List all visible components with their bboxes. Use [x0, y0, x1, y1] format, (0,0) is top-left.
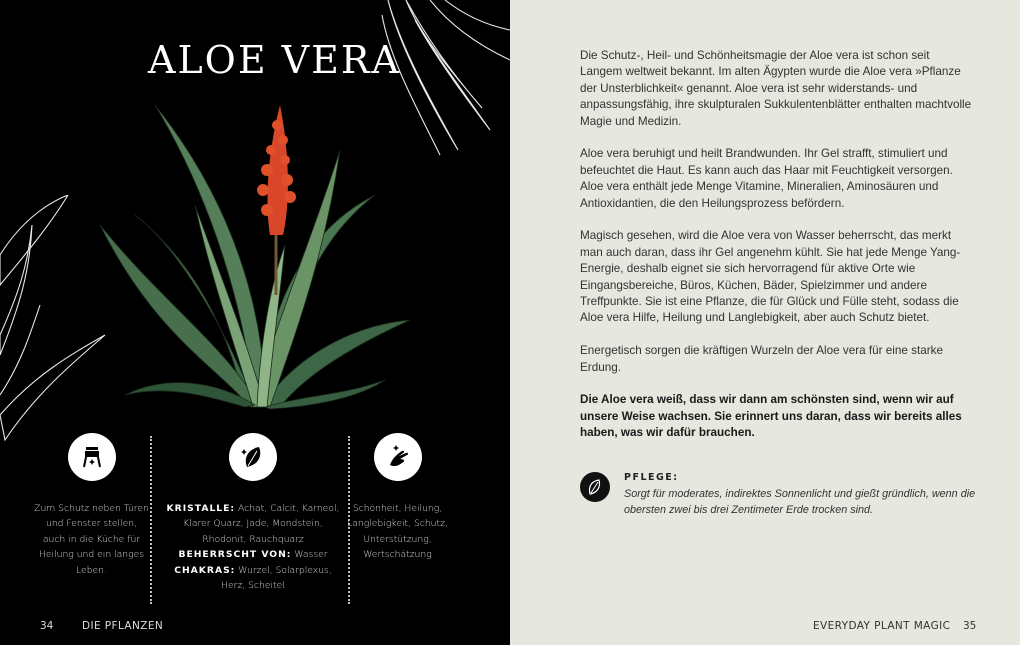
stool-icon [68, 433, 116, 481]
correspondence-line: CHAKRAS: Wurzel, Solarplexus, [174, 564, 332, 576]
care-text: Sorgt für moderates, indirektes Sonnenlicht und gießt gründlich, wenn die obersten zwei bis drei Zentimeter Erde trocken sind. [624, 488, 976, 516]
paragraph: Aloe vera beruhigt und heilt Brandwunden. Ihr Gel strafft, stimuliert und befeuchtet die Haut. Es kann auch das Haar mit Feuchtigkeit versorgen. Aloe vera enthält jede Menge Vitamine, Mineralien, Aminosäuren und Antioxidantien, die den Heilungsprozess befördern. [580, 147, 953, 210]
page-title: ALOE VERA [148, 38, 401, 82]
properties-column [340, 433, 455, 563]
placement-column [34, 433, 149, 578]
correspondence-line: Klarer Quarz, Jade, Mondstein, [183, 518, 323, 530]
line-art-leaves-left [0, 195, 110, 445]
aloe-vera-illustration [95, 95, 415, 410]
paragraph: Magisch gesehen, wird die Aloe vera von Wasser beherrscht, das merkt man auch daran, dass ihr Gel angenehm kühlt. Sie hat jede Menge Yang-Energie, deshalb eignet sie sich hervorragend für aktive Orte wie Eingangsbereiche, Büros, Küchen, Bäder, Spielzimmer und andere Treffpunkte. Sie ist eine Pflanze, die für Glück und Fülle steht, sodass die Aloe vera Hilfe, Heilung und Langlebigkeit, aber auch Schutz bietet. [580, 229, 961, 325]
paragraph: Energetisch sorgen die kräftigen Wurzeln der Aloe vera für eine starke Erdung. [580, 344, 943, 374]
paragraph: Die Schutz-, Heil- und Schönheitsmagie der Aloe vera ist schon seit Langem weltweit bekannt. Im alten Ägypten wurde die Aloe vera »Pflanze der Unsterblichkeit« genannt. Aloe vera ist sehr widerstands- und anpassungsfähig, ihre skulpturalen Sukkulentenblätter enthalten machtvolle Magie und Medizin. [580, 49, 972, 128]
placement-text: Zum Schutz neben Türen und Fenster stellen, auch in die Küche für Heilung und ein langes Leben. [34, 503, 149, 576]
properties-text: Schönheit, Heilung, Langlebigkeit, Schutz, Unterstützung, Wertschätzung [347, 503, 448, 561]
hand-sparkle-icon [374, 433, 422, 481]
page-number-right: 35 [963, 620, 977, 632]
correspondence-line: BEHERRSCHT VON: Wasser [178, 549, 328, 561]
body-text [580, 48, 972, 458]
correspondences-text [163, 501, 343, 593]
care-label: PFLEGE: [624, 472, 679, 483]
correspondence-line: Rhodonit, Rauchquarz [202, 533, 304, 545]
bold-paragraph: Die Aloe vera weiß, dass wir dann am schönsten sind, wenn wir auf unsere Weise wachsen. Sie erinnert uns daran, dass wir bereits alles haben, was wir dafür brauchen. [580, 393, 962, 440]
correspondence-line: Herz, Scheitel [221, 580, 285, 592]
right-page [510, 0, 1020, 645]
running-head-right: EVERYDAY PLANT MAGIC [813, 620, 951, 632]
leaf-icon [580, 472, 610, 502]
crystal-leaf-icon [229, 433, 277, 481]
page-number-left: 34 [40, 620, 54, 632]
correspondences-column [163, 433, 343, 593]
running-head-left: DIE PFLANZEN [82, 620, 164, 632]
dotted-divider [150, 436, 152, 604]
correspondence-line: KRISTALLE: Achat, Calcit, Karneol, [166, 503, 340, 514]
